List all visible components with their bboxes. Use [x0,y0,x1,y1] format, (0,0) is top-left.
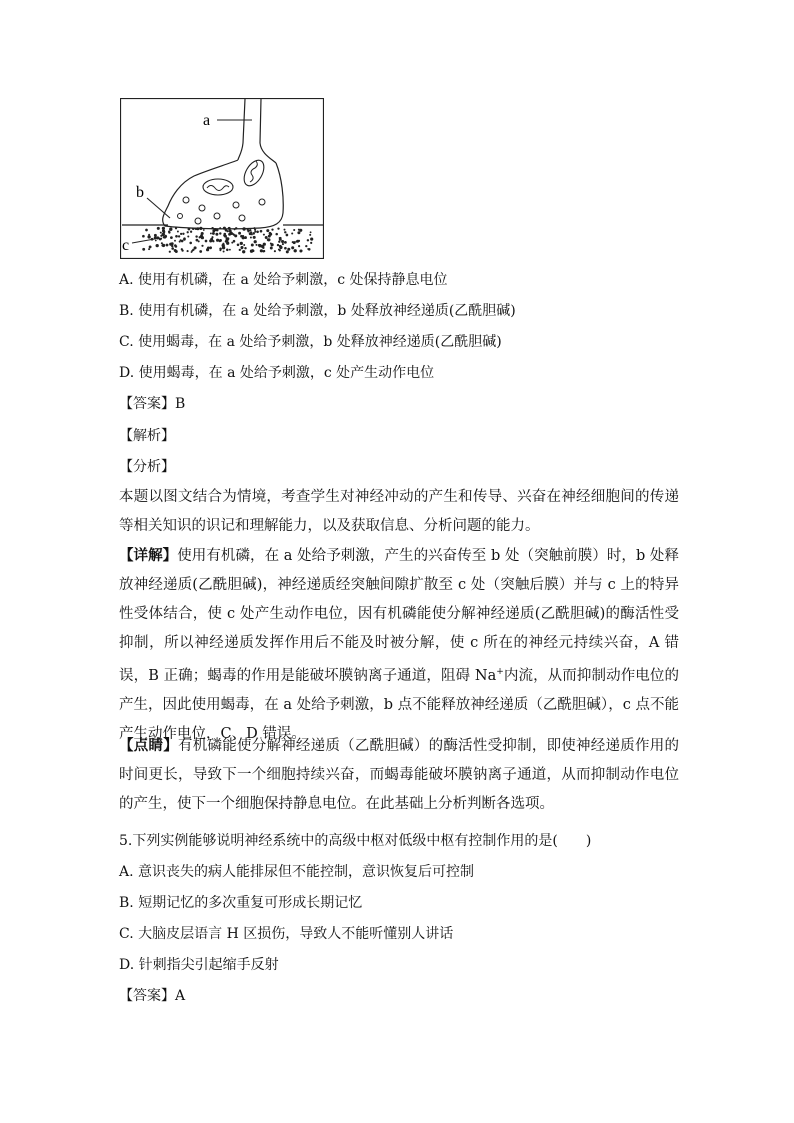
detail-text-2: 内流，从而抑制动作电位的产生，因此使用蝎毒，在 a 处给予刺激，b 点不能释放神经递质（乙酰胆碱），c 点不能产生动作电位，C、D 错误。 [119,667,679,742]
fenxi-paragraph: 本题以图文结合为情境，考查学生对神经冲动的产生和传导、兴奋在神经细胞间的传递等相关知识的识记和理解能力，以及获取信息、分析问题的能力。 [119,489,679,534]
q4-option-d: D. 使用蝎毒，在 a 处给予刺激，c 处产生动作电位 [119,365,435,381]
label-a: a [203,112,211,129]
label-c: c [122,237,130,254]
q5-option-c: C. 大脑皮层语言 H 区损伤，导致人不能听懂别人讲话 [119,926,454,942]
point-label: 【点睛】 [119,737,178,754]
detail-label: 【详解】 [119,547,178,564]
analysis-heading: 【解析】 [119,428,175,444]
q4-option-a: A. 使用有机磷，在 a 处给予刺激，c 处保持静息电位 [119,272,448,288]
point-text: 有机磷能使分解神经递质（乙酰胆碱）的酶活性受抑制，即使神经递质作用的时间更长，导致下一个细胞持续兴奋，而蝎毒能破坏膜钠离子通道，从而抑制动作电位的产生，使下一个细胞保持静息电位。在此基础上分析判断各选项。 [119,738,680,812]
q5-option-a: A. 意识丧失的病人能排尿但不能控制，意识恢复后可控制 [119,864,475,880]
detail-paragraph [119,541,679,749]
figure-frame [121,99,324,259]
q5-option-d: D. 针刺指尖引起缩手反射 [119,957,279,973]
point-paragraph [119,731,679,819]
q5-stem: 5.下列实例能够说明神经系统中的高级中枢对低级中枢有控制作用的是( ) [119,833,592,849]
detail-text-1: 使用有机磷，在 a 处给予刺激，产生的兴奋传至 b 处（突触前膜）时，b 处释放神经递质(乙酰胆碱)，神经递质经突触间隙扩散至 c 处（突触后膜）并与 c 上的特异性受体结合，使 c 处产生动作电位，因有机磷能使分解神经递质(乙酰胆碱)的酶活性受抑制，所以神经递质发挥作用后不能及时被分解，使 c 所在的神经元持续兴奋，A 错误，B 正确；蝎毒的作用是能破坏膜钠离子通道，阻碍 Na [119,548,679,684]
q4-option-b: B. 使用有机磷，在 a 处给予刺激，b 处释放神经递质(乙酰胆碱) [119,303,516,319]
fenxi-heading: 【分析】 [119,459,175,475]
synapse-diagram [120,98,324,259]
label-b: b [136,184,144,201]
sodium-charge: + [496,667,504,677]
q4-option-c: C. 使用蝎毒，在 a 处给予刺激，b 处释放神经递质(乙酰胆碱) [119,334,502,350]
answer-q4: 【答案】B [119,396,186,412]
q5-option-b: B. 短期记忆的多次重复可形成长期记忆 [119,895,363,911]
answer-q5: 【答案】A [119,988,186,1004]
